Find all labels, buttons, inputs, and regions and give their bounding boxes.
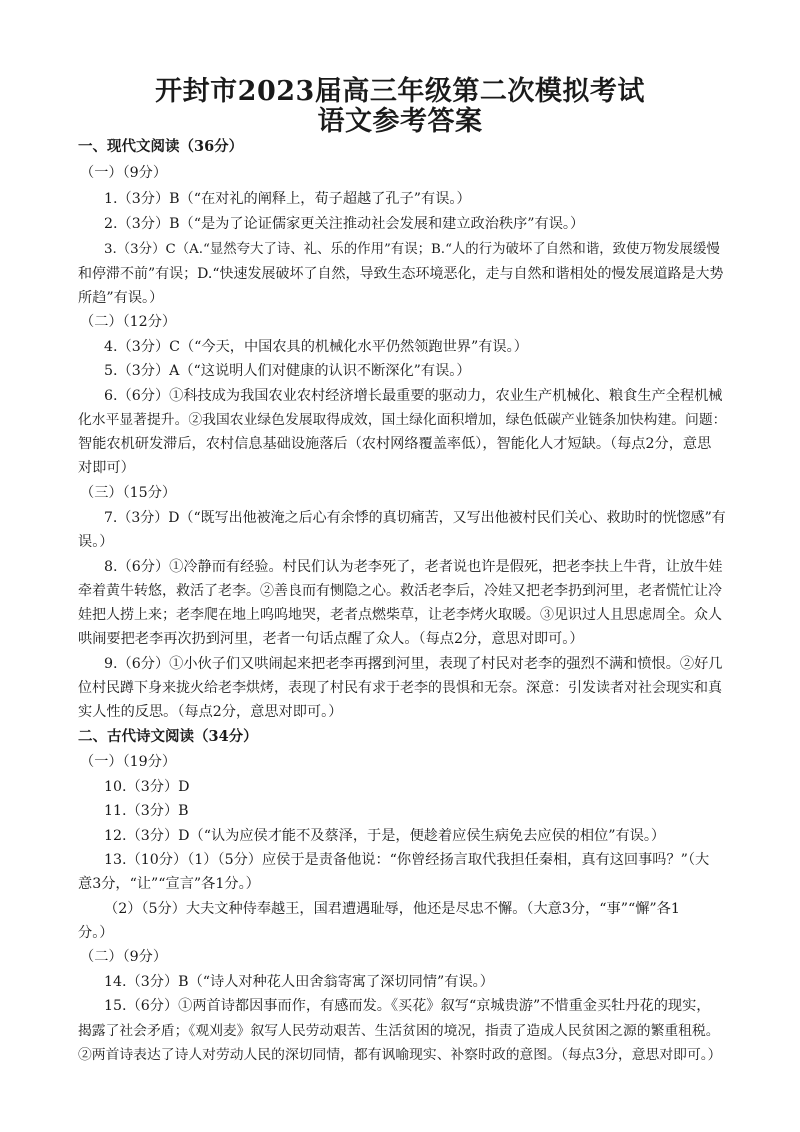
answer-line: 对即可） bbox=[78, 460, 135, 476]
answer-line: 牵着黄牛转悠，救活了老李。②善良而有恻隐之心。救活老李后，冷娃又把老李扔到河里，老者慌忙让冷 bbox=[78, 583, 722, 599]
answer-line: 12.（3分）D（“认为应侯才能不及蔡泽，于是，便趁着应侯生病免去应侯的相位”有误。） bbox=[104, 828, 666, 844]
answer-line: 9.（6分）①小伙子们又哄闹起来把老李再撂到河里，表现了村民对老李的强烈不满和愤恨。②好几 bbox=[104, 656, 723, 672]
answer-line: 和停滞不前”有误；D.“快速发展破坏了自然，导致生态环境恶化，走与自然和谐相处的慢发展道路是大势 bbox=[78, 266, 724, 282]
answer-line: 6.（6分）①科技成为我国农业农村经济增长最重要的驱动力，农业生产机械化、粮食生产全程机械 bbox=[104, 388, 723, 404]
answer-line: 3.（3分）C（A.“显然夸大了诗、礼、乐的作用”有误；B.“人的行为破坏了自然和谐，致使万物发展缓慢 bbox=[104, 242, 720, 257]
answer-line: 4.（3分）C（“今天，中国农具的机械化水平仍然领跑世界”有误。） bbox=[104, 339, 528, 355]
answer-line: 哄闹要把老李再次扔到河里，老者一句话点醒了众人。（每点2分，意思对即可。） bbox=[78, 631, 584, 647]
answer-line: 所趋”有误。） bbox=[78, 290, 164, 306]
subsection-heading: （二）（9分） bbox=[80, 949, 168, 965]
answer-line: 位村民蹲下身来拢火给老李烘烤，表现了村民有求于老李的畏惧和无奈。深意：引发读者对社会现实和真 bbox=[78, 680, 722, 696]
answer-line: 1.（3分）B（“在对礼的阐释上，荀子超越了孔子”有误。） bbox=[104, 191, 471, 207]
answer-line: 13.（10分）（1）（5分）应侯于是责备他说：“你曾经扬言取代我担任秦相，真有这回事吗？”（大 bbox=[104, 852, 710, 868]
answer-line: 化水平显著提升。②我国农业绿色发展取得成效，国土绿化面积增加，绿色低碳产业链条加快构建。问题： bbox=[78, 412, 727, 428]
answer-line: 5.（3分）A（“这说明人们对健康的认识不断深化”有误。） bbox=[104, 363, 471, 379]
answer-line: ②两首诗表达了诗人对劳动人民的深切同情，都有讽喻现实、补察时政的意图。（每点3分，意思对即可。） bbox=[78, 1047, 722, 1063]
answer-line: 误。） bbox=[78, 534, 114, 550]
document-subtitle: 语文参考答案 bbox=[317, 106, 483, 137]
answer-line: （2）（5分）大夫文种侍奉越王，国君遭遇耻辱，他还是尽忠不懈。（大意3分，“事”“懈”各1 bbox=[104, 901, 680, 917]
subsection-heading: （一）（19分） bbox=[80, 754, 177, 770]
answer-line: 意3分，“让”“宣言”各1分。） bbox=[78, 876, 260, 892]
answer-line: 实人性的反思。（每点2分，意思对即可。） bbox=[78, 704, 343, 720]
section-heading: 二、古代诗文阅读（34分） bbox=[78, 728, 258, 745]
answer-line: 2.（3分）B（“是为了论证儒家更关注推动社会发展和建立政治秩序”有误。） bbox=[104, 216, 585, 232]
answer-line: 15.（6分）①两首诗都因事而作，有感而发。《买花》叙写“京城贵游”不惜重金买牡丹花的现实， bbox=[104, 998, 711, 1014]
answer-line: 智能农机研发滞后，农村信息基础设施落后（农村网络覆盖率低），智能化人才短缺。（每点2分，意思 bbox=[78, 436, 712, 452]
answer-line: 揭露了社会矛盾；《观刈麦》叙写人民劳动艰苦、生活贫困的境况，指责了造成人民贫困之源的繁重租税。 bbox=[78, 1023, 720, 1039]
subsection-heading: （二）（12分） bbox=[80, 314, 177, 330]
answer-line: 10.（3分）D bbox=[104, 779, 190, 795]
document-title: 开封市2023届高三年级第二次模拟考试 bbox=[155, 76, 645, 107]
section-heading: 一、现代文阅读（36分） bbox=[78, 138, 244, 155]
answer-line: 娃把人捞上来；老李爬在地上呜呜地哭，老者点燃柴草，让老李烤火取暖。③见识过人且思虑周全。众人 bbox=[78, 607, 722, 623]
answer-line: 分。） bbox=[78, 925, 114, 941]
subsection-heading: （三）（15分） bbox=[80, 485, 177, 501]
answer-line: 8.（6分）①冷静而有经验。村民们认为老李死了，老者说也许是假死，把老李扶上牛背，让放牛娃 bbox=[104, 559, 723, 575]
answer-line: 14.（3分）B（“诗人对种花人田舍翁寄寓了深切同情”有误。） bbox=[104, 974, 494, 990]
answer-line: 11.（3分）B bbox=[104, 803, 189, 819]
answer-line: 7.（3分）D（“既写出他被淹之后心有余悸的真切痛苦，又写出他被村民们关心、救助时的恍惚感”有 bbox=[104, 510, 726, 526]
subsection-heading: （一）（9分） bbox=[80, 165, 168, 181]
